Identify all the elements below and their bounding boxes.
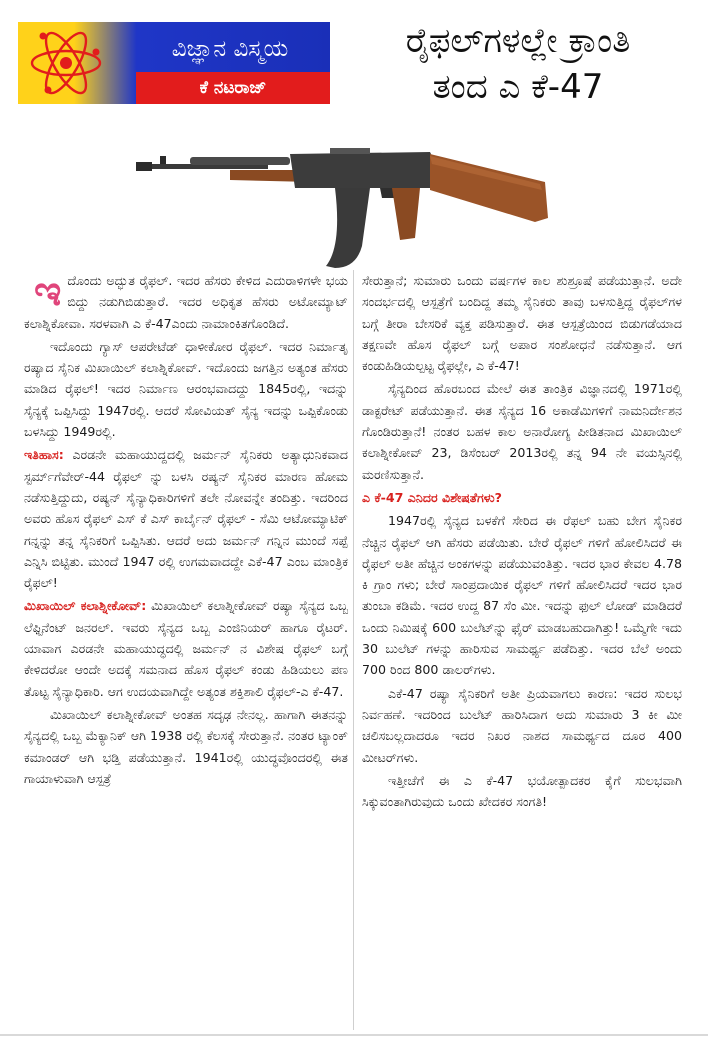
subhead-features: ಎ ಕೆ-47 ಎನಿದರ ವಿಶೇಷತೆಗಳು? <box>362 489 502 505</box>
article-paragraph: ಮಿಖಾಯಿಲ್ ಕಲಾಶ್ನೀಕೋವ್: ಮಿಖಾಯಿಲ್ ಕಲಾಶ್ನೀಕೋವ್ ರಷ್ಯಾ ಸೈನ್ಯದ ಒಬ್ಬ ಲೆಫ್ಟಿನೆಂಟ್ ಜನರಲ್. ಇವರು ಸೈನ್ಯದ ಒಬ್ಬ ಎಂಜಿನಿಯರ್ ಹಾಗೂ ರೈಟರ್. ಯಾವಾಗ ಎರಡನೇ ಮಹಾಯುದ್ಧದಲ್ಲಿ ಜರ್ಮನ್ ನ ವಿಶೇಷ ರೈಫಲ್ ಬಗ್ಗೆ ಕೇಳಿದರೋ ಆಂದೇ ಅದಕ್ಕೆ ಸಮನಾದ ಹೊಸ ರೈಫಲ್ ಕಂಡು ಹಿಡಿಯಲು ಪಣ ತೊಟ್ಟ ಸೈನ್ಯಾಧಿಕಾರಿ. ಆಗ ಉದಯವಾಗಿದ್ದೇ ಅತ್ಯಂತ ಶಕ್ತಿಶಾಲಿ ರೈಫಲ್-ಎ ಕೆ-47. <box>24 598 348 699</box>
article-paragraph: ಮಿಖಾಯಿಲ್ ಕಲಾಶ್ನೀಕೋವ್ ಅಂತಹ ಸದೃಢ ನೇನಲ್ಲ. ಹಾಗಾಗಿ ಈತನನ್ನು ಸೈನ್ಯದಲ್ಲಿ ಒಬ್ಬ ಮೆಕ್ಯಾನಿಕ್ ಆಗಿ 1938 ರಲ್ಲಿ ಕೆಲಸಕ್ಕೆ ಸೇರುತ್ತಾನೆ. ನಂತರ ಟ್ಯಾಂಕ್ ಕಮಾಂಡರ್ ಆಗಿ ಭಡ್ತಿ ಪಡೆಯುತ್ತಾನೆ. 1941ರಲ್ಲಿ ಯುದ್ಧವೊಂದರಲ್ಲಿ ಈತ ಗಾಯಾಳುವಾಗಿ ಆಸ್ಪತ್ರೆ <box>24 706 348 786</box>
subhead-history: ಇತಿಹಾಸ: <box>24 447 64 463</box>
column-title: ವಿಜ್ಞಾನ ವಿಸ್ಮಯ <box>171 36 289 62</box>
atom-icon <box>18 22 130 104</box>
column-banner <box>18 22 330 104</box>
ak47-rifle-image <box>130 118 550 278</box>
article-paragraph <box>362 487 682 508</box>
headline <box>338 18 698 118</box>
article-paragraph: ಇದೊಂದು ಅದ್ಭುತ ರೈಫಲ್. ಇದರ ಹೆಸರು ಕೇಳಿದ ಎದುರಾಳಿಗಳೇ ಭಯ ಬಿದ್ದು ನಡುಗಿಬಿಡುತ್ತಾರೆ. ಇದರ ಅಧಿಕೃತ ಹೆಸರು ಅಟೋಮ್ಯಾಟ್ ಕಲಾಶ್ನಿಕೋವಾ. ಸರಳವಾಗಿ ಎ ಕೆ-47ಎಂದು ನಾಮಾಂಕಿತಗೊಂಡಿದೆ. <box>24 266 348 331</box>
headline-line-1: ರೈಫಲ್‌ಗಳಲ್ಲೇ ಕ್ರಾಂತಿ <box>405 21 631 61</box>
article-paragraph: ಇತ್ತೀಚೆಗೆ ಈ ಎ ಕೆ-47 ಭಯೋತ್ಪಾದಕರ ಕೈಗೆ ಸುಲಭವಾಗಿ ಸಿಕ್ಕುವಂತಾಗಿರುವುದು ಒಂದು ಖೇದಕರ ಸಂಗತಿ! <box>362 772 682 810</box>
article-paragraph: ಎಕೆ-47 ರಷ್ಯಾ ಸೈನಿಕರಿಗೆ ಅತೀ ಪ್ರಿಯವಾಗಲು ಕಾರಣ: ಇದರ ಸುಲಭ ನಿರ್ವಹಣೆ. ಇದರಿಂದ ಬುಲೆಟ್ ಹಾರಿಸಿದಾಗ ಅದು ಸುಮಾರು 3 ಕೀ ಮೀ ಚಲಿಸಬಲ್ಲದಾದರೂ ಇದರ ನಿಖರ ನಾಶದ ಸಾಮರ್ಥ್ಯದ ದೂರ 400 ಮೀಟರ್‌ಗಳು. <box>362 685 682 765</box>
author-name: ಕೆ ನಟರಾಜ್ <box>136 72 330 104</box>
article-paragraph: 1947ರಲ್ಲಿ ಸೈನ್ಯದ ಬಳಕೆಗೆ ಸೇರಿದ ಈ ರೆಫಲ್ ಬಹು ಬೇಗ ಸೈನಿಕರ ನೆಚ್ಚಿನ ರೈಫಲ್ ಆಗಿ ಹೆಸರು ಪಡೆಯಿತು. ಬೇರೆ ರೈಫಲ್ ಗಳಿಗೆ ಹೋಲಿಸಿದರೆ ಈ ರೈಫಲ್ ಅತೀ ಹೆಚ್ಚಿನ ಅಂಕಗಳನ್ನು ಪಡೆಯುವಂತಿತ್ತು. ಇದರ ಭಾರ ಕೇವಲ 4.78 ಕಿ ಗ್ರಾಂ ಗಳು; ಬೇರೆ ಸಾಂಪ್ರದಾಯಿಕ ರೈಫಲ್ ಗಳಿಗೆ ಹೋಲಿಸಿದರೆ ಇದರ ಭಾರ ತುಂಬಾ ಕಡಿಮೆ. ಇದರ ಉದ್ದ 87 ಸೆಂ ಮೀ. ಇದನ್ನು ಫುಲ್ ಲೋಡ್ ಮಾಡಿದರೆ ಒಂದು ನಿಮಿಷಕ್ಕೆ 600 ಬುಲೆಟ್‌ನ್ನು ಫೈರ್ ಮಾಡಬಹುದಾಗಿತ್ತು! ಒಮ್ಮೆಗೇ ಇದು 30 ಬುಲೆಟ್ ಗಳನ್ನು ಹಾರಿಸುವ ಸಾಮರ್ಥ್ಯ ಪಡೆದಿತ್ತು. ಇದರ ಬೆಲೆ ಅಂದು 700 ರಿಂದ 800 ಡಾಲರ್‌ಗಳು. <box>362 513 682 678</box>
article-paragraph: ಇತಿಹಾಸ: ಎರಡನೇ ಮಹಾಯುದ್ದದಲ್ಲಿ ಜರ್ಮನ್ ಸೈನಿಕರು ಅತ್ಯಾಧುನಿಕವಾದ ಸ್ಟರ್ಮ್‌ಗೆವೇರ್-44 ರೈಫಲ್ ನ್ನು ಬಳಸಿ ರಷ್ಯನ್ ಸೈನಿಕರ ಮಾರಣ ಹೋಮ ನಡೆಸುತ್ತಿದ್ದುದು, ರಷ್ಯನ್ ಸೈನ್ಯಾಧಿಕಾರಿಗಳಿಗೆ ತಲೇ ನೋವನ್ನೇ ತಂದಿತ್ತು. ಇದರಿಂದ ಅವರು ಹೊಸ ರೈಫಲ್ ಎಸ್ ಕೆ ಎಸ್ ಕಾರ್ಬೈನ್ ರೈಫಲ್ - ಸೆಮಿ ಆಟೋಮ್ಯಾಟಿಕ್ ಗನ್ನನ್ನು ತನ್ನ ಸೈನಿಕರಿಗೆ ಒಪ್ಪಿಸಿತು. ಆದರೆ ಅದು ಜರ್ಮನ್ ಗನ್ನಿನ ಮುಂದೆ ಸಪ್ಪೆ ಎನ್ನಿಸಿ ಬಿಟ್ಟಿತು. ಮುಂದೆ 1947 ರಲ್ಲಿ ಉಗಮವಾದದ್ದೇ ಎಕೆ-47 ಎಂಬ ಮಾಂತ್ರಿಕ ರೈಫಲ್! <box>24 447 348 591</box>
subhead-kalashnikov: ಮಿಖಾಯಿಲ್ ಕಲಾಶ್ನೀಕೋವ್: <box>24 598 147 614</box>
headline-line-2: ತಂದ ಎ ಕೆ-47 <box>432 67 604 107</box>
page-bottom-rule <box>0 1034 708 1036</box>
drop-cap: ಇ <box>34 266 62 315</box>
article-paragraph: ಸೈನ್ಯದಿಂದ ಹೊರಬಂದ ಮೇಲೆ ಈತ ತಾಂತ್ರಿಕ ವಿಜ್ಞಾನದಲ್ಲಿ 1971ರಲ್ಲಿ ಡಾಕ್ಟರೇಟ್ ಪಡೆಯುತ್ತಾನೆ. ಈತ ಸೈನ್ಯದ 16 ಅಕಾಡೆಮಿಗಳಿಗೆ ನಾಮನಿರ್ದೇಶನ ಗೊಂಡಿರುತ್ತಾನೆ! ನಂತರ ಬಹಳ ಕಾಲ ಅನಾರೋಗ್ಯ ಪೀಡಿತನಾದ ಮಿಖಾಯಿಲ್ ಕಲಾಶ್ನೀಕೋವ್ 23, ಡಿಸೆಂಬರ್ 2013ರಲ್ಲಿ ತನ್ನ 94 ನೇ ವಯಸ್ಸಿನಲ್ಲಿ ಮರಣಿಸುತ್ತಾನೆ. <box>362 381 682 482</box>
article-paragraph: ಸೇರುತ್ತಾನೆ; ಸುಮಾರು ಒಂದು ವರ್ಷಗಳ ಕಾಲ ಶುಶ್ರೂಷೆ ಪಡೆಯುತ್ತಾನೆ. ಅದೇ ಸಂದರ್ಭದಲ್ಲಿ ಆಸ್ಪತ್ರೆಗೆ ಬಂದಿದ್ದ ತಮ್ಮ ಸೈನಿಕರು ತಾವು ಬಳಸುತ್ತಿದ್ದ ರೈಫಲ್‌ಗಳ ಬಗ್ಗೆ ತೀರಾ ಬೇಸರಿಕೆ ವ್ಯಕ್ತ ಪಡಿಸುತ್ತಾರೆ. ಈತ ಆಸ್ಪತ್ರೆಯಿಂದ ಬಿಡುಗಡೆಯಾದ ತಕ್ಷಣವೇ ಹೊಸ ರೈಫಲ್ ಬಗ್ಗೆ ಅಪಾರ ಸಂಶೋಧನೆ ನಡೆಸುತ್ತಾನೆ. ಆಗ ಕಂಡುಹಿಡಿಯಲ್ಪಟ್ಟ ರೈಫಲ್ಲೇ, ಎ ಕೆ-47! <box>362 273 682 374</box>
column-divider <box>353 270 354 1030</box>
article-column-right <box>362 270 682 814</box>
article-column-left <box>24 266 348 791</box>
article-paragraph: ಇದೊಂದು ಗ್ಯಾಸ್ ಆಪರೇಟೆಡ್ ಧಾಳೀಕೋರ ರೈಫಲ್. ಇದರ ನಿರ್ಮಾತೃ ರಷ್ಯಾದ ಸೈನಿಕ ಮಿಖಾಯಿಲ್ ಕಲಾಶ್ನಿಕೋವ್. ಇದೊಂದು ಜಗತ್ತಿನ ಅತ್ಯಂತ ಹೆಸರು ಮಾಡಿದ ರೈಫಲ್! ಇದರ ನಿರ್ಮಾಣ ಆರಂಭವಾದದ್ದು 1845ರಲ್ಲಿ, ಇದನ್ನು ಸೈನ್ಯಕ್ಕೆ ಒಪ್ಪಿಸಿದ್ದು 1947ರಲ್ಲಿ. ಆದರೆ ಸೋವಿಯತ್ ಸೈನ್ಯ ಇದನ್ನು ಒಪ್ಪಿಕೊಂಡು ಬಳಸಿದ್ದು 1949ರಲ್ಲಿ. <box>24 338 348 440</box>
